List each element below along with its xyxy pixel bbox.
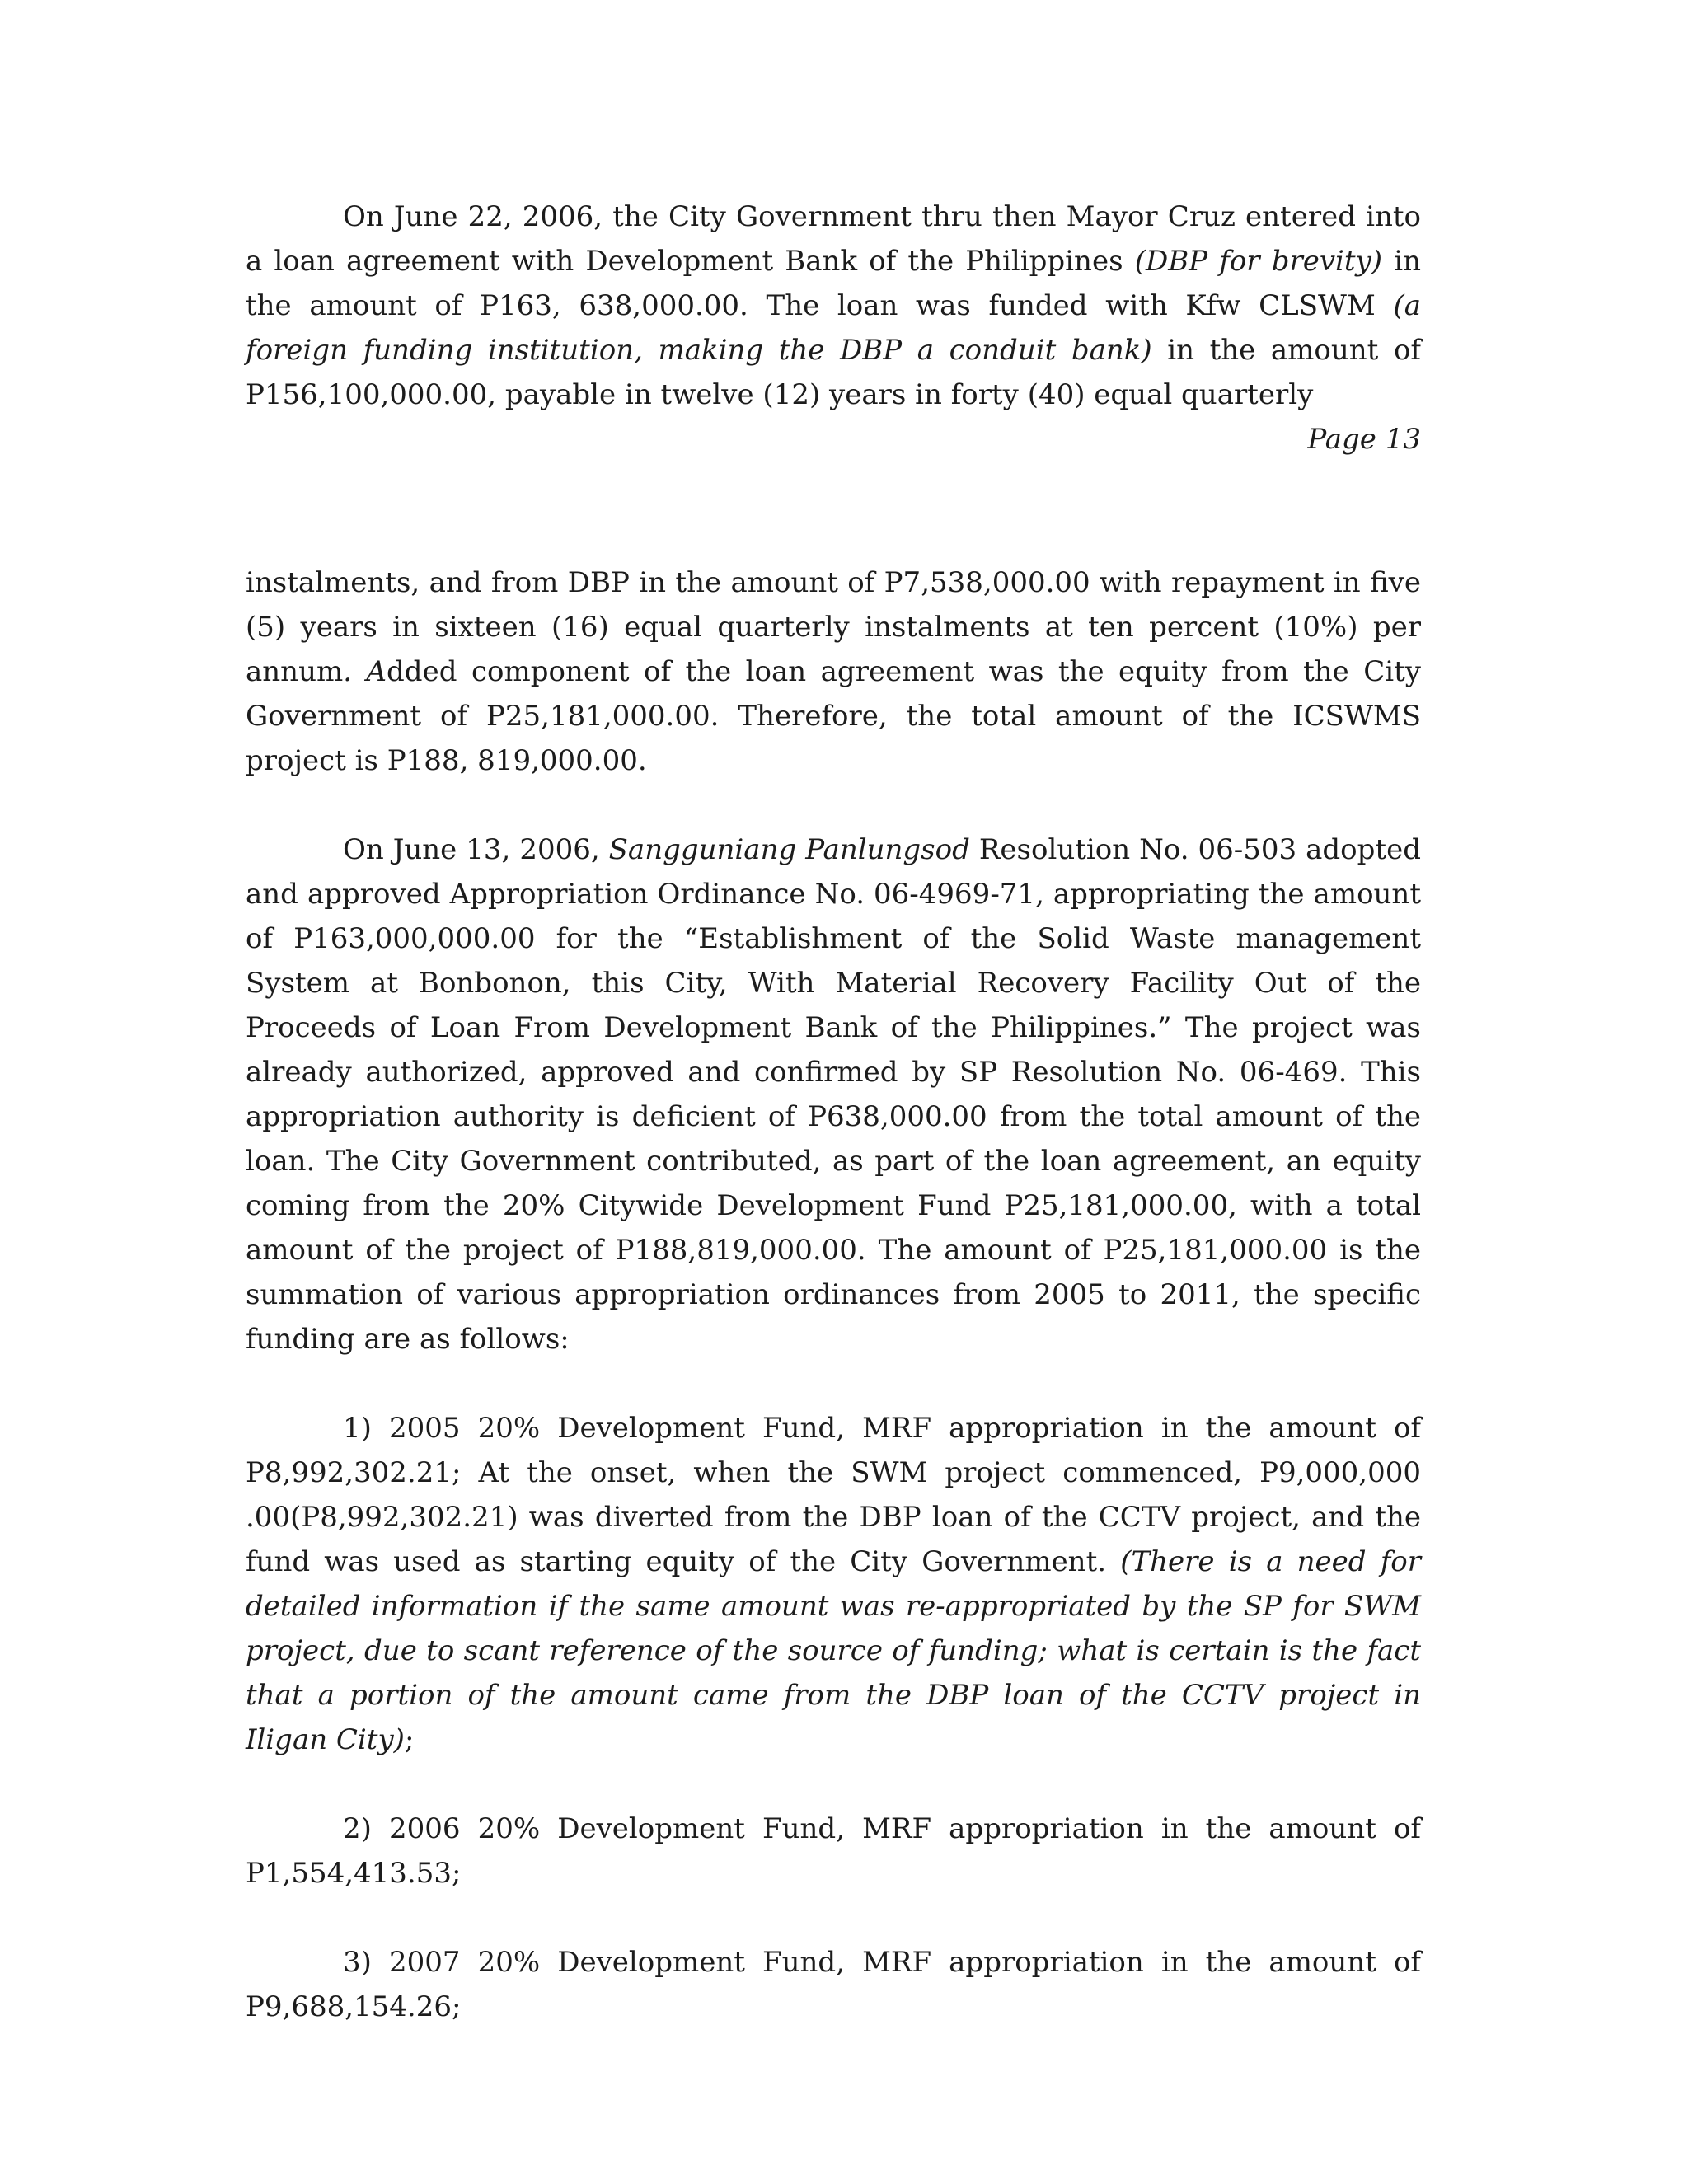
paragraph-instalments: instalments, and from DBP in the amount of P7,538,000.00 with repayment in five (5) years in sixteen (16) equal quarterly instalments at ten percent (10%) per annum. Added component of the loan agreement was the equity from the City Government of P25,181,000.00. Therefore, the total amount of the ICSWMS project is P188, 819,000.00. <box>246 566 1421 777</box>
paragraph-resolution: On June 13, 2006, Sangguniang Panlungsod Resolution No. 06-503 adopted and approved Appropriation Ordinance No. 06-4969-71, appropriating the amount of P163,000,000.00 for the “Establishment of the Solid Waste management System at Bonbonon, this City, With Material Recovery Facility Out of the Proceeds of Loan From Development Bank of the Philippines.” The project was already authorized, approved and confirmed by SP Resolution No. 06-469. This appropriation authority is deficient of P638,000.00 from the total amount of the loan. The City Government contributed, as part of the loan agreement, an equity coming from the 20% Citywide Development Fund P25,181,000.00, with a total amount of the project of P188,819,000.00. The amount of P25,181,000.00 is the summation of various appropriation ordinances from 2005 to 2011, the specific funding are as follows: <box>246 833 1421 1356</box>
page-break <box>246 462 1421 560</box>
document-page <box>246 194 1421 2029</box>
list-item-2005: 1) 2005 20% Development Fund, MRF appropriation in the amount of P8,992,302.21; At the onset, when the SWM project commenced, P9,000,000 .00(P8,992,302.21) was diverted from the DBP loan of the CCTV project, and the fund was used as starting equity of the City Government. (There is a need for detailed information if the same amount was re-appropriated by the SP for SWM project, due to scant reference of the source of funding; what is certain is the fact that a portion of the amount came from the DBP loan of the CCTV project in Iligan City); <box>246 1412 1421 1756</box>
paragraph-loan-agreement: On June 22, 2006, the City Government thru then Mayor Cruz entered into a loan agreement with Development Bank of the Philippines (DBP for brevity) in the amount of P163, 638,000.00. The loan was funded with Kfw CLSWM (a foreign funding institution, making the DBP a conduit bank) in the amount of P156,100,000.00, payable in twelve (12) years in forty (40) equal quarterly <box>246 200 1421 411</box>
page-number: Page 13 <box>1307 423 1421 456</box>
list-item-2006: 2) 2006 20% Development Fund, MRF appropriation in the amount of P1,554,413.53; <box>246 1812 1421 1890</box>
list-item-2007: 3) 2007 20% Development Fund, MRF appropriation in the amount of P9,688,154.26; <box>246 1946 1421 2023</box>
